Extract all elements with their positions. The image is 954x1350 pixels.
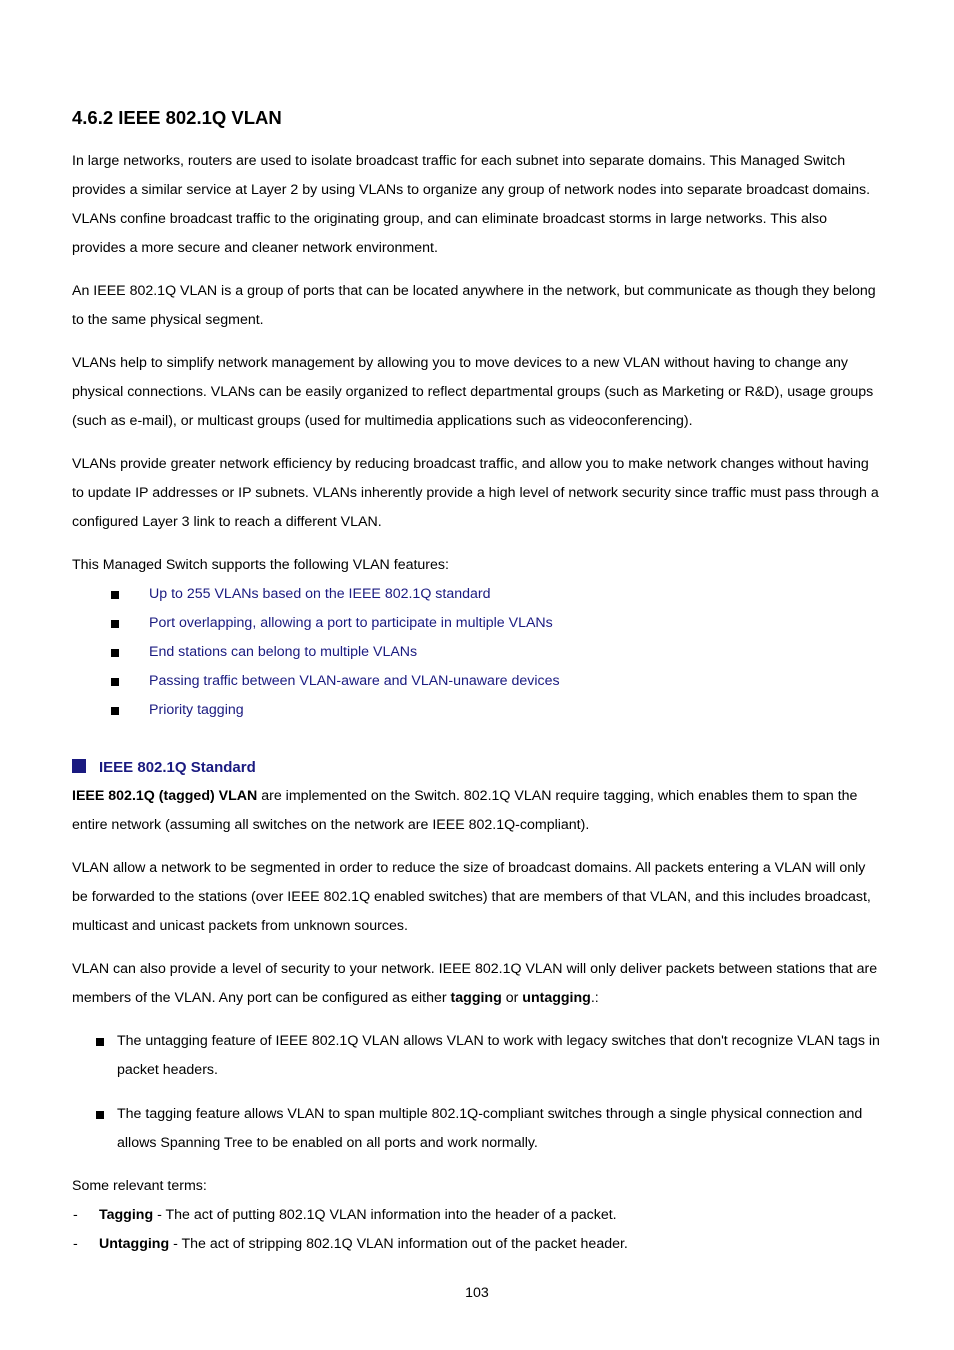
terms-list [72, 1201, 628, 1259]
tagging-bullet [96, 1100, 884, 1158]
security-paragraph: VLAN can also provide a level of security to your network. IEEE 802.1Q VLAN will only deliver packets between stations that are members of the VLAN. Any port can be configured as either tagging or untagging.: [72, 961, 878, 1006]
page-number: 103 [465, 1285, 489, 1301]
feature-item: Priority tagging [110, 696, 560, 725]
terms-intro: Some relevant terms: [72, 1178, 207, 1194]
square-bullet-icon [111, 678, 119, 686]
list-item: The tagging feature allows VLAN to span multiple 802.1Q-compliant switches through a single physical connection and allows Spanning Tree to be enabled on all ports and work normally. [96, 1100, 884, 1158]
intro-paragraph: In large networks, routers are used to isolate broadcast traffic for each subnet into separate domains. This Managed Switch provides a similar service at Layer 2 by using VLANs to organize any group of network nodes into separate broadcast domains. VLANs confine broadcast traffic to the originating group, and can eliminate broadcast storms in large networks. This also provides a more secure and cleaner network environment. [72, 153, 871, 256]
efficiency-paragraph: VLANs provide greater network efficiency by reducing broadcast traffic, and allow you to make network changes without having to update IP addresses or IP subnets. VLANs inherently provide a high level of network security since traffic must pass through a configured Layer 3 link to reach a different VLAN. [72, 456, 879, 530]
feature-item: Up to 255 VLANs based on the IEEE 802.1Q standard [110, 580, 560, 609]
square-bullet-icon [96, 1038, 104, 1046]
term-item: - Untagging - The act of stripping 802.1Q VLAN information out of the packet header. [73, 1236, 628, 1252]
section-heading: 4.6.2 IEEE 802.1Q VLAN [72, 107, 282, 128]
feature-item: Passing traffic between VLAN-aware and VLAN-unaware devices [110, 667, 560, 696]
management-paragraph: VLANs help to simplify network management by allowing you to move devices to a new VLAN without having to change any physical connections. VLANs can be easily organized to reflect departmental groups (such as Marketing or R&D), usage groups (such as e-mail), or multicast groups (used for multimedia applications such as videoconferencing). [72, 355, 874, 429]
untagging-bullet [96, 1027, 884, 1085]
square-bullet-icon [96, 1111, 104, 1119]
feature-item: Port overlapping, allowing a port to participate in multiple VLANs [110, 609, 560, 638]
features-intro: This Managed Switch supports the following VLAN features: [72, 557, 449, 573]
square-bullet-icon [111, 620, 119, 628]
heading-block-icon [72, 759, 86, 773]
feature-item: End stations can belong to multiple VLANs [110, 638, 560, 667]
feature-list [110, 580, 560, 725]
subsection-heading: IEEE 802.1Q Standard [72, 754, 256, 782]
term-item: - Tagging - The act of putting 802.1Q VLAN information into the header of a packet. [73, 1207, 617, 1223]
list-item: The untagging feature of IEEE 802.1Q VLAN allows VLAN to work with legacy switches that don't recognize VLAN tags in packet headers. [96, 1027, 884, 1085]
definition-paragraph: An IEEE 802.1Q VLAN is a group of ports that can be located anywhere in the network, but communicate as though they belong to the same physical segment. [72, 283, 876, 328]
square-bullet-icon [111, 649, 119, 657]
segmentation-paragraph: VLAN allow a network to be segmented in order to reduce the size of broadcast domains. All packets entering a VLAN will only be forwarded to the stations (over IEEE 802.1Q enabled switches) that are members of that VLAN, and this includes broadcast, multicast and unicast packets from unknown sources. [72, 860, 871, 934]
square-bullet-icon [111, 591, 119, 599]
square-bullet-icon [111, 707, 119, 715]
standard-paragraph: IEEE 802.1Q (tagged) VLAN are implemented on the Switch. 802.1Q VLAN require tagging, which enables them to span the entire network (assuming all switches on the network are IEEE 802.1Q-compliant). [72, 788, 858, 833]
